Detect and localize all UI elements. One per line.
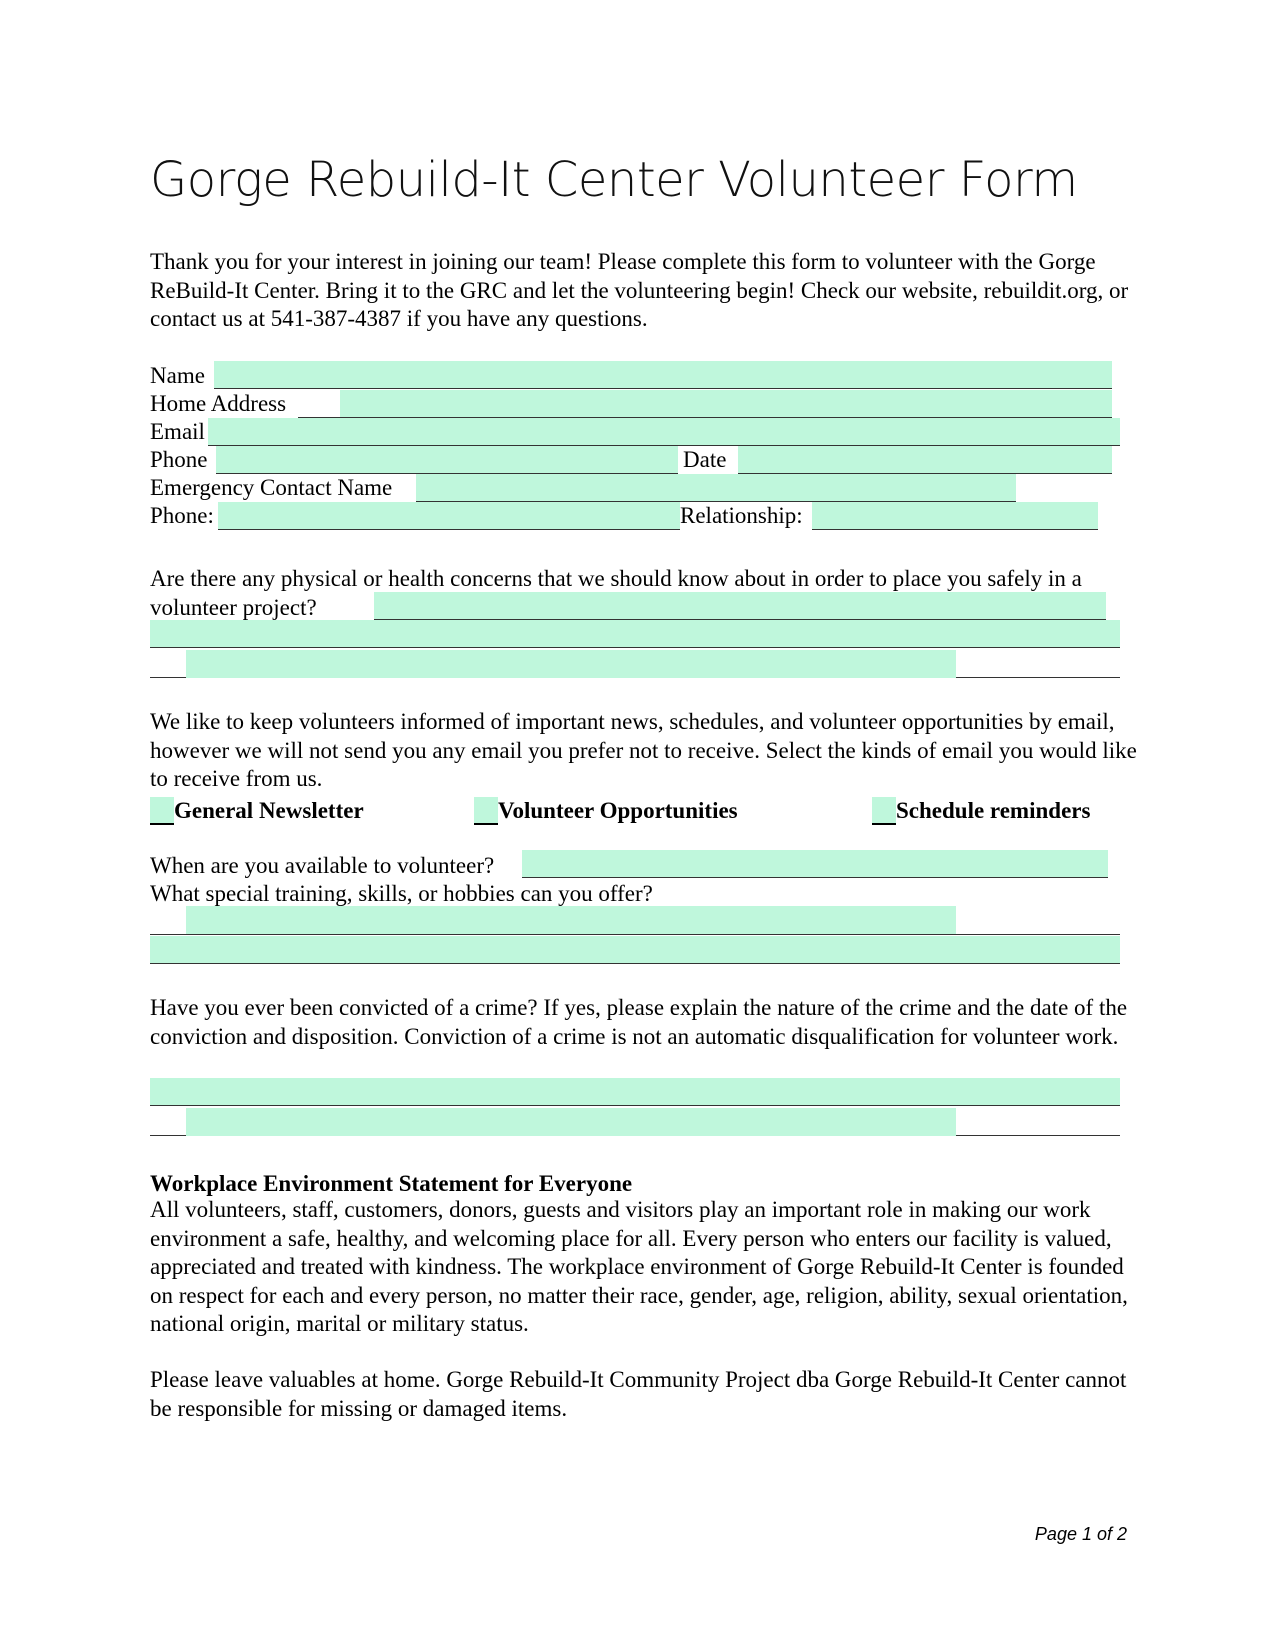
home-address-label: Home Address xyxy=(150,391,287,416)
intro-paragraph: Thank you for your interest in joining our team! Please complete this form to volunteer with the Gorge ReBuild-It Center. Bring it to the GRC and let the volunteering begin! Check our website, rebuildit.org, or contact us at 541-387-4387 if you have any questions. xyxy=(150,249,1129,332)
skills-answer-line-2[interactable] xyxy=(150,936,1120,964)
crime-answer-line-1[interactable] xyxy=(150,1078,1120,1106)
email-label: Email xyxy=(150,419,205,444)
general-newsletter-checkbox[interactable] xyxy=(150,797,174,825)
availability-label: When are you available to volunteer? xyxy=(150,853,495,878)
workplace-statement-heading: Workplace Environment Statement for Everyone xyxy=(150,1171,633,1196)
date-field[interactable] xyxy=(738,446,1112,474)
name-label: Name xyxy=(150,363,205,388)
name-field[interactable] xyxy=(214,361,1112,389)
page-title: Gorge Rebuild-It Center Volunteer Form xyxy=(150,152,1078,208)
date-label: Date xyxy=(683,447,727,472)
health-answer-line-2[interactable] xyxy=(150,620,1120,648)
valuables-note: Please leave valuables at home. Gorge Rebuild-It Community Project dba Gorge Rebuild-It Center cannot be responsible for missing or damaged items. xyxy=(150,1367,1127,1421)
availability-field[interactable] xyxy=(522,850,1108,878)
page-number: Page 1 of 2 xyxy=(1034,1524,1127,1544)
health-question: Are there any physical or health concerns that we should know about in order to place you safely in a volunteer project? xyxy=(150,566,1082,620)
volunteer-opportunities-label: Volunteer Opportunities xyxy=(498,798,738,823)
skills-rule-1 xyxy=(150,934,1120,935)
emergency-phone-field[interactable] xyxy=(218,502,680,530)
email-preferences-text: We like to keep volunteers informed of important news, schedules, and volunteer opportunities by email, however we will not send you any email you prefer not to receive. Select the kinds of email you would like to receive from us. xyxy=(150,709,1137,792)
volunteer-opportunities-checkbox[interactable] xyxy=(474,797,498,825)
workplace-statement-body: All volunteers, staff, customers, donors, guests and visitors play an important role in making our work environment a safe, healthy, and welcoming place for all. Every person who enters our facility is valued, appreciated and treated with kindness. The workplace environment of Gorge Rebuild-It Center is founded on respect for each and every person, no matter their race, gender, age, religion, ability, sexual orientation, national origin, marital or military status. xyxy=(150,1197,1128,1337)
crime-question: Have you ever been convicted of a crime? If yes, please explain the nature of the crime and the date of the conviction and disposition. Conviction of a crime is not an automatic disqualification for volunteer work. xyxy=(150,995,1128,1049)
home-address-field[interactable] xyxy=(340,390,1112,418)
health-answer-line-1[interactable] xyxy=(374,592,1106,620)
emergency-contact-field[interactable] xyxy=(416,474,1016,502)
schedule-reminders-checkbox[interactable] xyxy=(872,797,896,825)
email-field[interactable] xyxy=(208,418,1120,446)
skills-label: What special training, skills, or hobbies can you offer? xyxy=(150,881,653,906)
schedule-reminders-label: Schedule reminders xyxy=(896,798,1091,823)
relationship-field[interactable] xyxy=(812,502,1098,530)
crime-answer-line-2[interactable] xyxy=(186,1108,956,1136)
emergency-contact-label: Emergency Contact Name xyxy=(150,475,393,500)
general-newsletter-label: General Newsletter xyxy=(174,798,364,823)
health-answer-line-3[interactable] xyxy=(186,650,956,678)
phone-label: Phone xyxy=(150,447,208,472)
relationship-label: Relationship: xyxy=(680,503,803,528)
skills-answer-line-1[interactable] xyxy=(186,906,956,934)
emergency-phone-label: Phone: xyxy=(150,503,214,528)
phone-field[interactable] xyxy=(216,446,678,474)
